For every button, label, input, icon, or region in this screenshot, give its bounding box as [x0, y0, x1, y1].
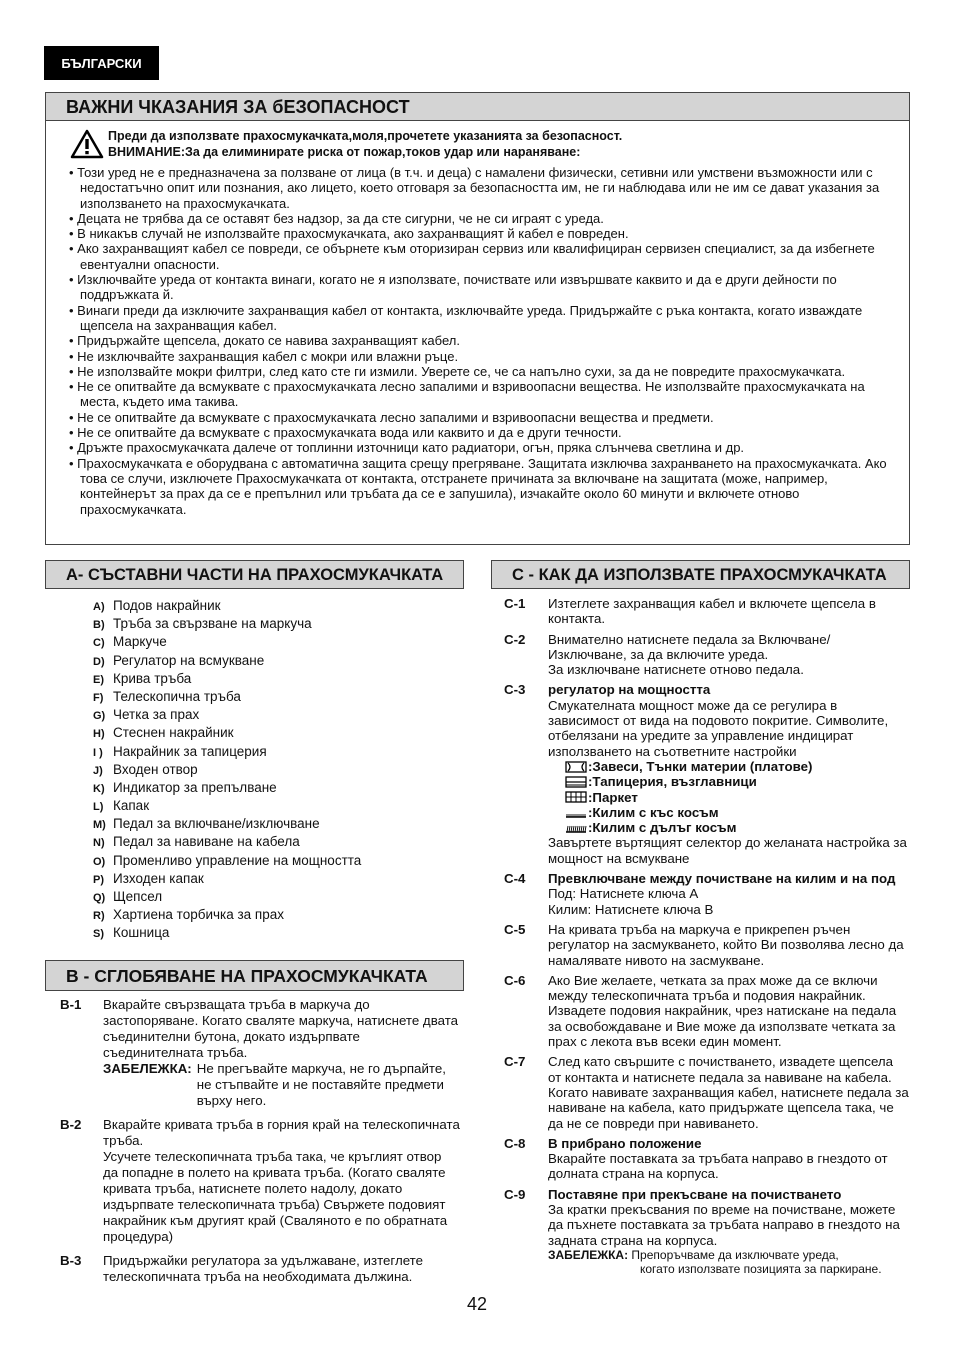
warning-block [46, 121, 909, 165]
list-item: C) Маркуче [93, 634, 167, 650]
list-item: A) Подов накрайник [93, 598, 221, 613]
step-b3: B-3 Придържайки регулатора за удължаване, изтеглете телескопичната тръба на необходимата дължина. [60, 1253, 424, 1284]
step-c1: C-1 Изтеглете захранващия кабел и включете щепсела в контакта. [504, 596, 876, 627]
step-c7: C-7 След като свършите с почистването, извадете щепсела от контакта и натиснете педала за навиване на кабела. Когато навивате захранващия кабел, натиснете педала за навиване на кабела, като придържате щепсела така, че да не се повреди при навиването. [504, 1054, 909, 1131]
section-c-title: C - КАК ДА ИЗПОЛЗВАТЕ ПРАХОСМУКАЧКАТА [491, 560, 910, 589]
section-c-steps [504, 596, 909, 1281]
list-item: L) Капак [93, 798, 150, 814]
c9-note: ЗАБЕЛЕЖКА: Препоръчваме да изключвате уреда, когато използвате позицията за паркиране. [548, 1247, 882, 1276]
list-item: • В никакъв случай не използвайте прахосмукачката, ако захранващият й кабел е повреден. [69, 226, 889, 241]
symbol-row: :Тапицерия, възглавници [548, 774, 909, 789]
list-item: R) Хартиена торбичка за прах [93, 907, 285, 923]
list-item: J) Входен отвор [93, 761, 198, 777]
parquet-icon [565, 791, 587, 803]
symbol-row: :Завеси, Тънки материи (платове) [548, 759, 909, 774]
list-item: D) Регулатор на всмукване [93, 652, 265, 668]
list-item: • Не изключвайте захранващия кабел с мокри или влажни ръце. [69, 349, 889, 364]
language-tag: БЪЛГАРСКИ [44, 46, 159, 80]
list-item: • Децата не трябва да се оставят без надзор, за да сте сигурни, че не си играят с уреда. [69, 211, 889, 226]
list-item: • Този уред не е предназначена за ползване от лица (в т.ч. и деца) с намалени физически, сетивни или умствени възможности или с недостатъчно опит или познания, ако лицето, което отговаря за безопасността им, не ги наблюдава или не им се дават указания за използването на прахосмукачката. [69, 165, 889, 211]
section-b-steps [60, 997, 460, 1293]
symbol-row: :Килим с дълъг косъм [548, 820, 909, 835]
list-item: • Не използвайте мокри филтри, след като сте ги измили. Уверете се, че са напълно сухи, за да не повредите прахосмукачката. [69, 364, 889, 379]
list-item: H) Стеснен накрайник [93, 725, 234, 741]
list-item: • Прахосмукачката е оборудвана с автоматична защита срещу прегряване. Защитата изключва захранването на прахосмукачката. Ако това се случи, изключете Прахосмукачката от контакта, отстранете причината за включване на защитата (може, например, контейнерът за прах да се е препълнил или тръбата да се е запушила), изчакайте около 60 минути и включете отново прахосмукачката. [69, 456, 889, 517]
step-b1: B-1 Вкарайте свързващата тръба в маркуча до застопоряване. Когато сваляте маркуча, натиснете двата съединителни бутона, докато издърпвате съединителната тръба. ЗАБЕЛЕЖКА: Не прегъвайте маркуча, не го дърпайте, не стъпвайте и не поставяйте предмети върху него. [60, 997, 459, 1108]
warning-icon [70, 129, 104, 159]
long-pile-carpet-icon [565, 822, 587, 834]
list-item: F) Телескопична тръба [93, 688, 241, 704]
page-number: 42 [466, 1294, 488, 1314]
list-item: • Не се опитвайте да всмуквате с прахосмукачката лесно запалими и взривоопасни вещества и предмети. [69, 410, 889, 425]
list-item: G) Четка за прах [93, 707, 200, 723]
step-c4: C-4 Превключване между почистване на килим и на под Под: Натиснете ключа A Килим: Натиснете ключа B [504, 871, 896, 917]
safety-title: ВАЖНИ ЧКАЗАНИЯ ЗА бЕЗОПАСНОСТ [46, 93, 909, 121]
list-item: P) Изходен капак [93, 870, 204, 886]
step-b2: B-2 Вкарайте кривата тръба в горния край на телескопичната тръба. Усучете телескопичната тръба така, че кръглият отвор да попадне в полето на кривата тръба. (Когато сваляте кривата тръба, натиснете полето надолу, докато издърпвате телескопичната тръба) Свържете подовият накрайник към другият край (Сваляното е по обратната процедура) [60, 1117, 460, 1244]
step-c5: C-5 На кривата тръба на маркуча е прикрепен ръчен регулатор на засмукването, който Ви позволява лесно да намалявате нивото на засмукване. [504, 921, 904, 968]
warning-line-2: ВНИМАНИЕ:За да елиминирате риска от пожар,токов удар или нараняване: [108, 145, 581, 159]
list-item: • Не се опитвайте да всмуквате с прахосмукачката вода или каквито и да е други течности. [69, 425, 889, 440]
step-c3: C-3 регулатор на мощността Смукателната мощност може да се регулира в зависимост от вида на подовото покритие. Символите, отбелязани на уредите за управление индицират използването на съответните настройки :Завеси, Тънки материи (платове) :Тапицерия, възглавници :Паркет :Килим с къс косъм :Килим с дълъг косъм Завъртете въртящият селектор до желаната настройка за мощност на всмукване [504, 682, 909, 866]
step-c2: C-2 Внимателно натиснете педала за Включване/ Изключване, за да включите уреда. За изключване натиснете отново педала. [504, 631, 831, 678]
list-item: • Не се опитвайте да всмуквате с прахосмукачката лесно запалими и взривоопасни вещества. Не използвайте прахосмукачката на места, където има такива. [69, 379, 889, 410]
list-item: M) Педал за включване/изключване [93, 816, 320, 832]
list-item: I ) Накрайник за тапицерия [93, 743, 267, 759]
safety-box [45, 92, 910, 545]
upholstery-icon [565, 776, 587, 788]
section-b-title: B - СГЛОБЯВАНЕ НА ПРАХОСМУКАЧКАТА [45, 960, 464, 991]
curtain-icon [565, 761, 587, 773]
list-item: • Винаги преди да изключите захранващия кабел от контакта, изключвайте уреда. Придържайте с ръка контакта, когато изваждате щепсела на захранващия кабел. [69, 303, 889, 334]
section-a-title: A- СЪСТАВНИ ЧАСТИ НА ПРАХОСМУКАЧКАТА [45, 560, 464, 589]
list-item: • Придържайте щепсела, докато се навива захранващият кабел. [69, 333, 889, 348]
list-item: N) Педал за навиване на кабела [93, 834, 300, 850]
list-item: O) Променливо управление на мощността [93, 852, 362, 868]
list-item: K) Индикатор за препълване [93, 779, 277, 795]
short-pile-carpet-icon [565, 807, 587, 819]
list-item: • Ако захранващият кабел се повреди, се обърнете към оторизиран сервиз или квалифициран сервизен специалист, за да избегнете евентуални опасности. [69, 241, 889, 272]
list-item: Q) Щепсел [93, 889, 163, 904]
symbol-row: :Килим с къс косъм [548, 805, 909, 820]
parts-list [93, 598, 453, 944]
list-item: • Изключвайте уреда от контакта винаги, когато не я използвате, почиствате или извършвате каквито и да е други дейности по поддръжката й. [69, 272, 889, 303]
safety-list [46, 165, 909, 517]
step-c6: C-6 Ако Вие желаете, четката за прах може да се включи между телескопичната тръба и подовия накрайник. Извадете подовия накрайник, чрез натискане на педала за освобождаване и Вие може да използвате четката за прах с лекота във всеки един момент. [504, 972, 897, 1050]
list-item: • Дръжте прахосмукачката далече от топлинни източници като радиатори, огън, пряка слънчева светлина и др. [69, 440, 889, 455]
list-item: E) Крива тръба [93, 670, 192, 686]
symbol-row: :Паркет [548, 790, 909, 805]
step-c9: C-9 Поставяне при прекъсване на почистването За кратки прекъсвания по време на почистване, можете да пъхнете поставката за тръбата направо в гнездото на задната страна на корпуса. ЗАБЕЛЕЖКА: Препоръчваме да изключвате уреда, когато използвате позицията за паркиране. [504, 1187, 909, 1276]
list-item: B) Тръба за свързване на маркуча [93, 616, 312, 632]
step-c8: C-8 В прибрано положение Вкарайте поставката за тръбата направо в гнездото от долната страна на корпуса. [504, 1135, 888, 1182]
list-item: S) Кошница [93, 925, 170, 941]
warning-line-1: Преди да използвате прахосмукачката,моля,прочетете указанията за безопасност. [108, 129, 623, 143]
